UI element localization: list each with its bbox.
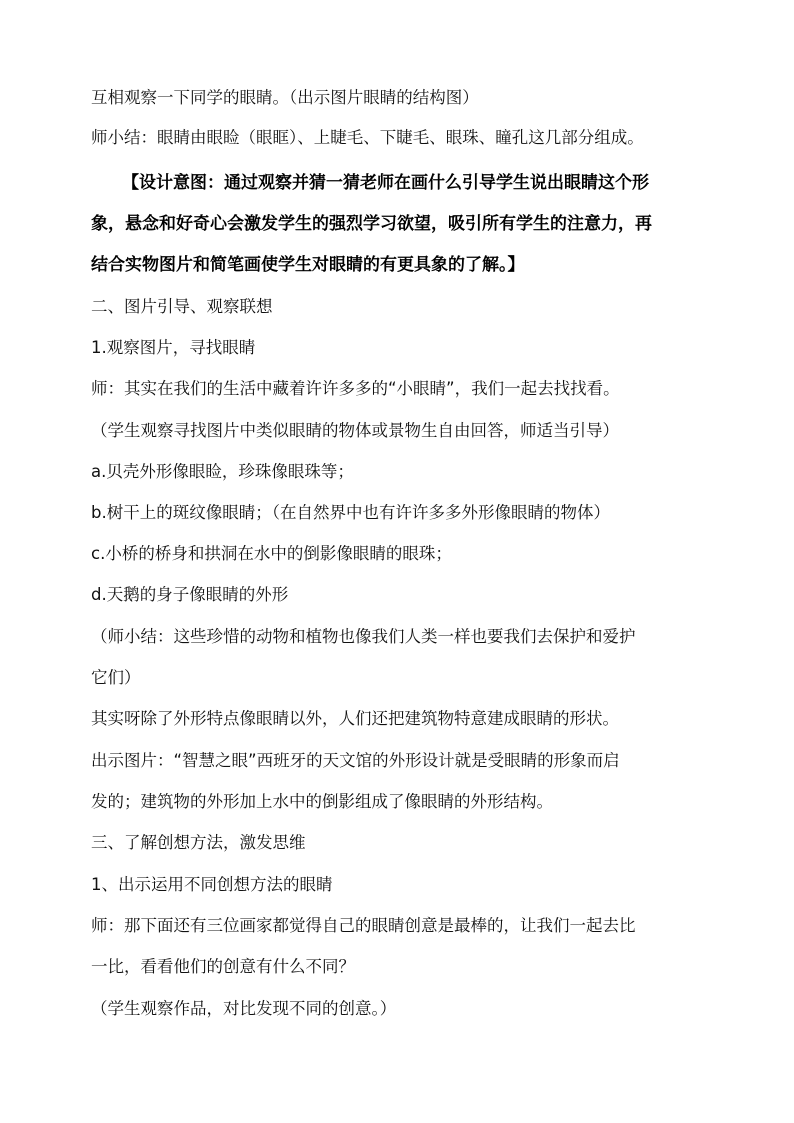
list-item: c.小桥的桥身和拱洞在水中的倒影像眼睛的眼珠； [91, 544, 452, 563]
paragraph-line: 师：其实在我们的生活中藏着许许多多的“小眼睛”，我们一起去找找看。 [91, 379, 620, 398]
list-item: d.天鹅的身子像眼睛的外形 [91, 585, 289, 604]
paragraph-line: 师小结：眼睛由眼睑（眼眶）、上睫毛、下睫毛、眼珠、瞳孔这几部分组成。 [91, 128, 644, 147]
section-heading: 三、了解创想方法，激发思维 [91, 833, 306, 852]
paragraph-line: （学生观察作品，对比发现不同的创意。） [91, 999, 397, 1018]
paragraph-line: 其实呀除了外形特点像眼睛以外，人们还把建筑物特意建成眼睛的形状。 [91, 709, 619, 728]
paragraph-line: 一比，看看他们的创意有什么不同？ [91, 957, 355, 976]
list-item: a.贝壳外形像眼睑，珍珠像眼珠等； [91, 462, 354, 481]
list-item: b.树干上的斑纹像眼睛；（在自然界中也有许许多多外形像眼睛的物体） [91, 503, 610, 522]
paragraph-line: 师：那下面还有三位画家都觉得自己的眼睛创意是最棒的，让我们一起去比 [91, 916, 636, 935]
paragraph-line: 它们） [91, 668, 141, 687]
section-heading: 二、图片引导、观察联想 [91, 297, 273, 316]
design-intent-line: 【设计意图：通过观察并猜一猜老师在画什么引导学生说出眼睛这个形 [122, 173, 649, 193]
paragraph-line: （师小结：这些珍惜的动物和植物也像我们人类一样也要我们去保护和爱护 [91, 627, 636, 646]
paragraph-line: （学生观察寻找图片中类似眼睛的物体或景物生自由回答，师适当引导） [91, 421, 619, 440]
design-intent-line: 结合实物图片和简笔画使学生对眼睛的有更具象的了解。】 [91, 255, 525, 275]
design-intent-line: 象，悬念和好奇心会激发学生的强烈学习欲望，吸引所有学生的注意力，再 [91, 214, 652, 234]
paragraph-line: 发的；建筑物的外形加上水中的倒影组成了像眼睛的外形结构。 [91, 792, 553, 811]
subsection-heading: 1、出示运用不同创想方法的眼睛 [91, 875, 333, 894]
paragraph-line: 互相观察一下同学的眼睛。（出示图片眼睛的结构图） [91, 88, 479, 107]
paragraph-line: 出示图片：“智慧之眼”西班牙的天文馆的外形设计就是受眼睛的形象而启 [91, 751, 620, 770]
subsection-heading: 1.观察图片，寻找眼睛 [91, 338, 256, 357]
